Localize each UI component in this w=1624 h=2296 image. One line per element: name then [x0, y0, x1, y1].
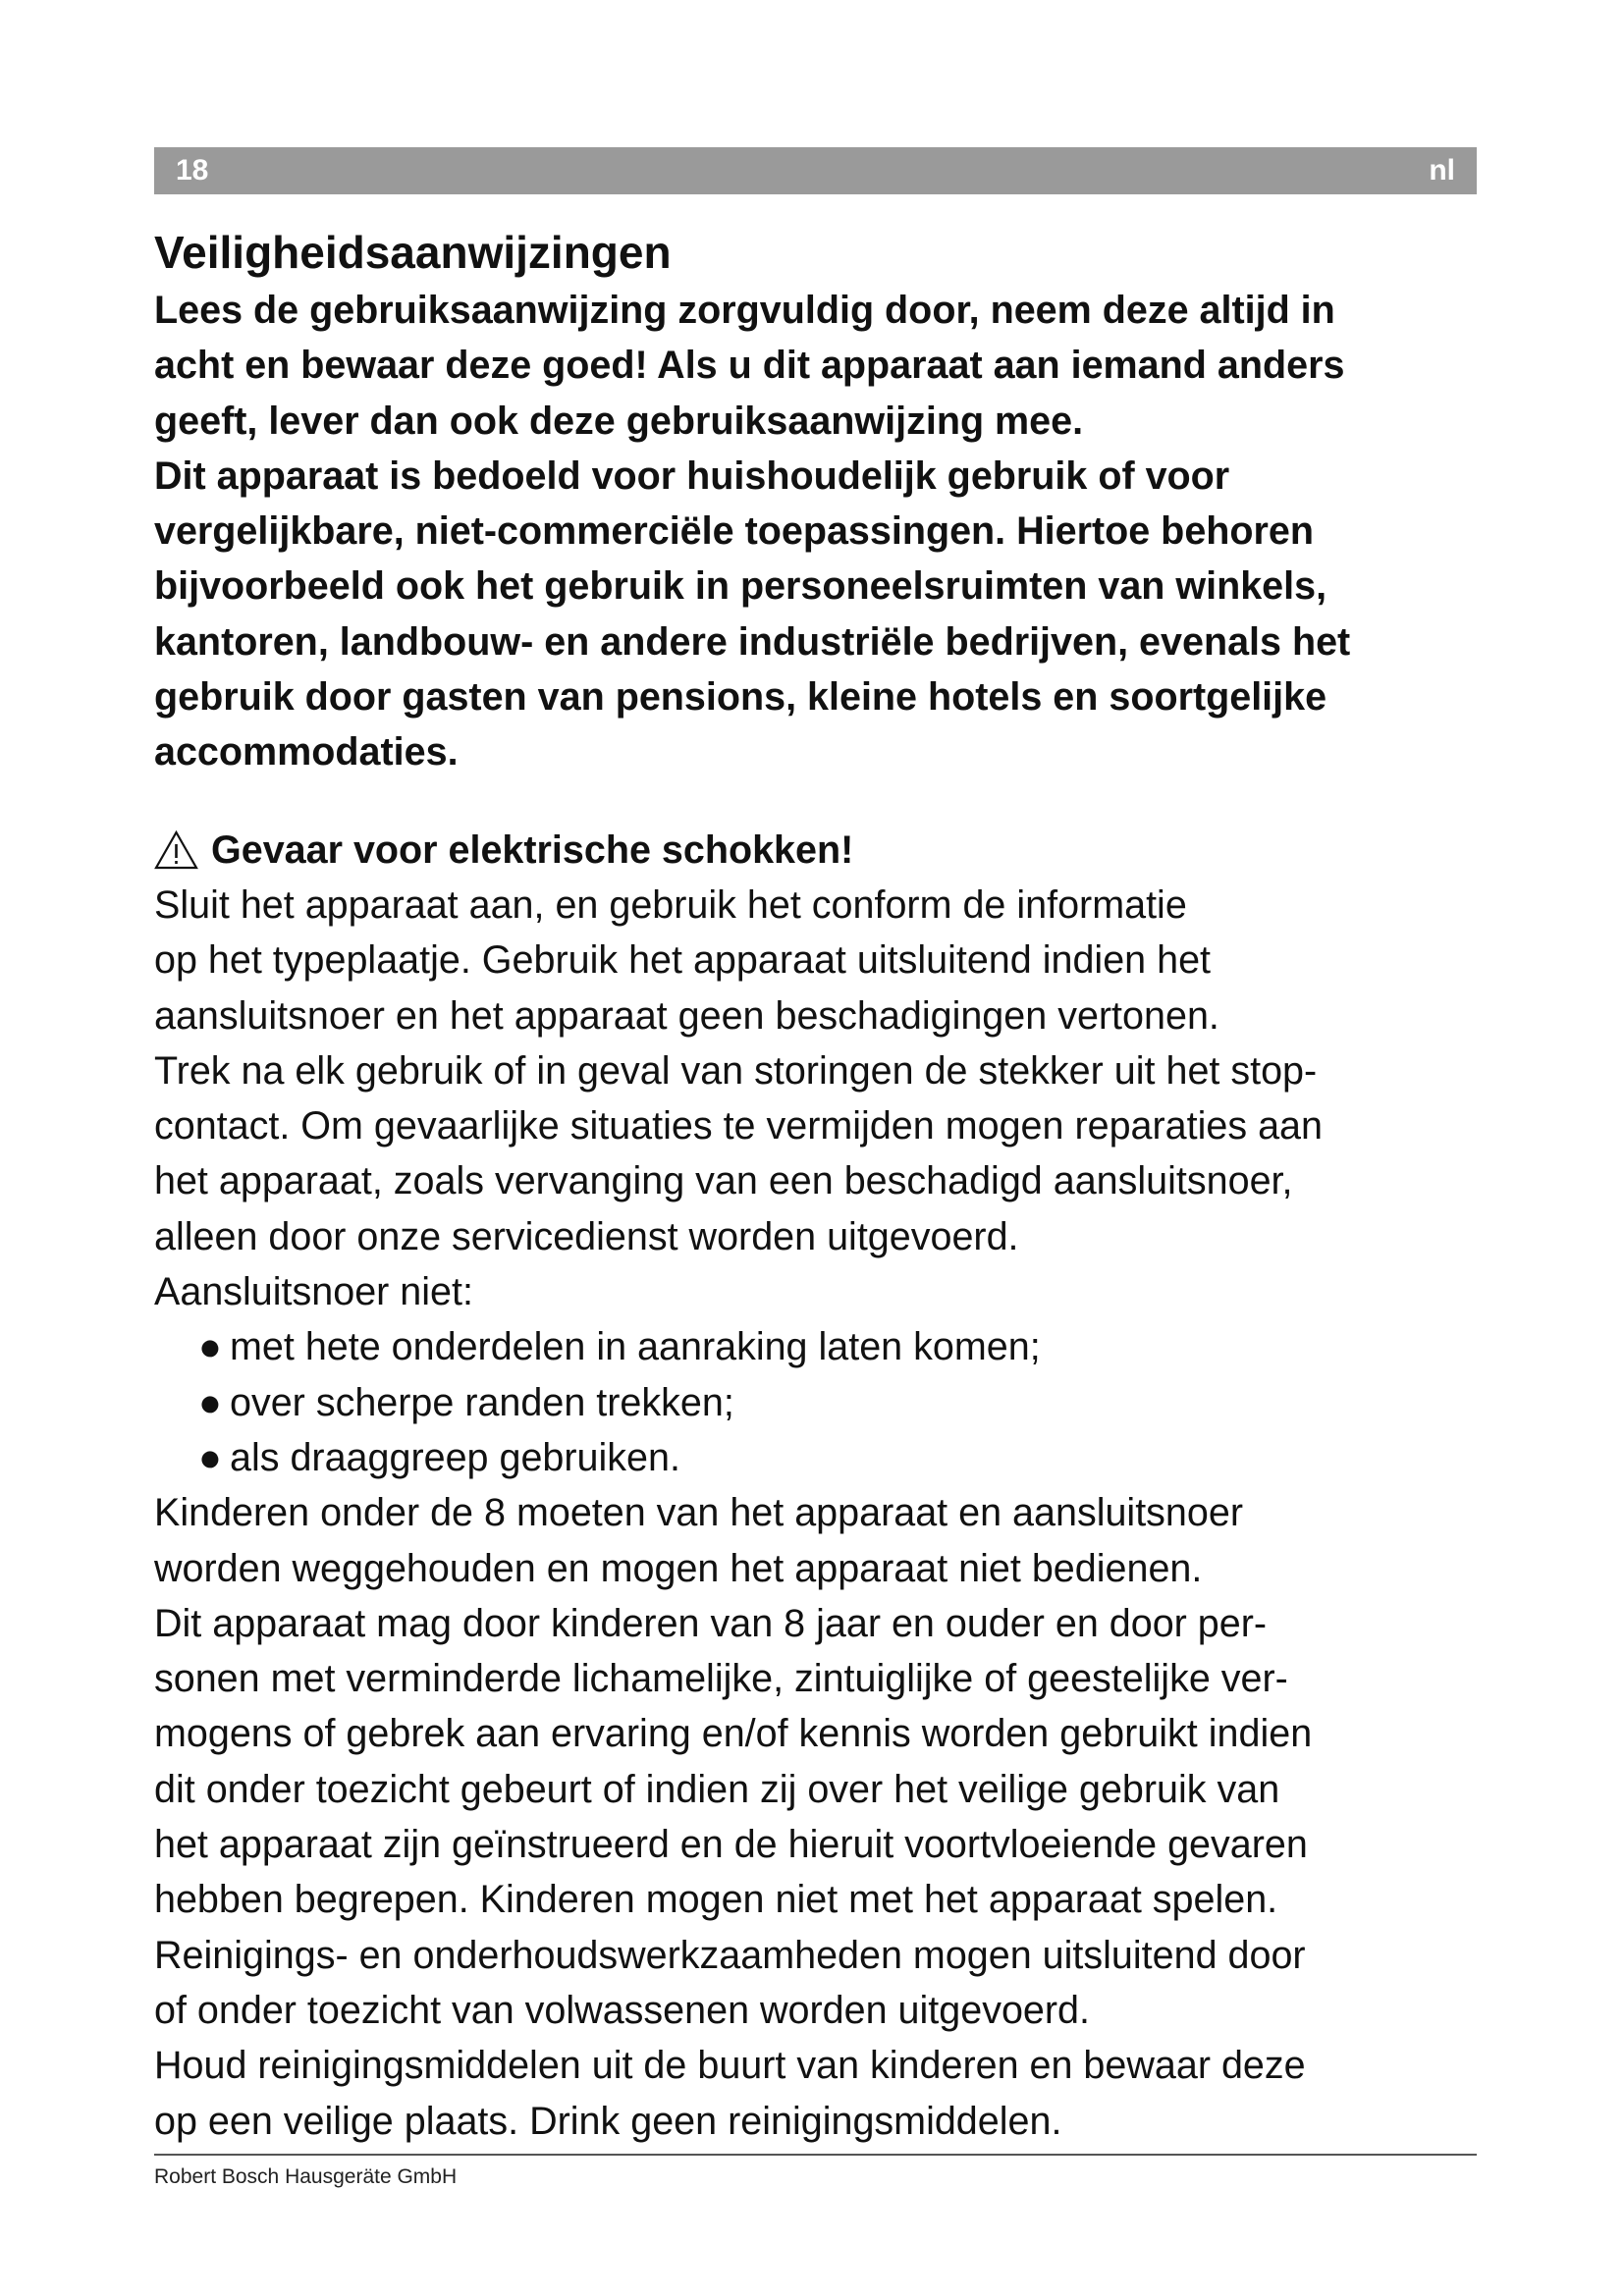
- intro-line: geeft, lever dan ook deze gebruiksaanwijzing mee.: [154, 399, 1084, 443]
- body-line: contact. Om gevaarlijke situaties te vermijden mogen reparaties aan: [154, 1104, 1323, 1148]
- body-line: op een veilige plaats. Drink geen reinigingsmiddelen.: [154, 2099, 1062, 2143]
- body-line: het apparaat zijn geïnstrueerd en de hieruit voortvloeiende gevaren: [154, 1823, 1308, 1867]
- body-line: mogens of gebrek aan ervaring en/of kennis worden gebruikt indien: [154, 1712, 1313, 1756]
- cord-bullet-list: [154, 1319, 1489, 1485]
- bullet-icon: ●: [198, 1435, 222, 1479]
- body-line: alleen door onze servicedienst worden uitgevoerd.: [154, 1214, 1019, 1258]
- body-line: Dit apparaat mag door kinderen van 8 jaar en ouder en door per-: [154, 1601, 1268, 1645]
- intro-line: gebruik door gasten van pensions, kleine hotels en soortgelijke: [154, 675, 1327, 720]
- intro-line: accommodaties.: [154, 730, 459, 774]
- intro-paragraph: [154, 283, 1489, 780]
- intro-line: acht en bewaar deze goed! Als u dit apparaat aan iemand anders: [154, 344, 1345, 388]
- footer-company: Robert Bosch Hausgeräte GmbH: [154, 2165, 458, 2188]
- intro-line: Lees de gebruiksaanwijzing zorgvuldig door, neem deze altijd in: [154, 289, 1335, 332]
- body-line: of onder toezicht van volwassenen worden uitgevoerd.: [154, 1988, 1090, 2032]
- intro-line: kantoren, landbouw- en andere industriële bedrijven, evenals het: [154, 619, 1351, 664]
- body-line: dit onder toezicht gebeurt of indien zij over het veilige gebruik van: [154, 1767, 1280, 1811]
- body-line: Trek na elk gebruik of in geval van storingen de stekker uit het stop-: [154, 1048, 1318, 1093]
- intro-line: vergelijkbare, niet-commerciële toepassingen. Hiertoe behoren: [154, 509, 1315, 554]
- intro-line: Dit apparaat is bedoeld voor huishoudelijk gebruik of voor: [154, 454, 1230, 498]
- body-line: hebben begrepen. Kinderen mogen niet met het apparaat spelen.: [154, 1878, 1278, 1922]
- body-line: Kinderen onder de 8 moeten van het apparaat en aansluitsnoer: [154, 1491, 1243, 1535]
- body-line: Reinigings- en onderhoudswerkzaamheden mogen uitsluitend door: [154, 1933, 1306, 1977]
- warning-heading-text: Gevaar voor elektrische schokken!: [211, 828, 854, 872]
- bullet-icon: ●: [198, 1380, 222, 1424]
- body-line: Sluit het apparaat aan, en gebruik het conform de informatie: [154, 882, 1187, 927]
- page-title: Veiligheidsaanwijzingen: [154, 227, 672, 278]
- page-number: 18: [176, 154, 209, 187]
- page-content: [154, 222, 1489, 2149]
- body-line: Houd reinigingsmiddelen uit de buurt van kinderen en bewaar deze: [154, 2044, 1306, 2088]
- bullet-icon: ●: [198, 1325, 222, 1369]
- list-item: [198, 1319, 1489, 1374]
- body-line: op het typeplaatje. Gebruik het apparaat uitsluitend indien het: [154, 938, 1212, 983]
- body-line: worden weggehouden en mogen het apparaat niet bedienen.: [154, 1546, 1203, 1590]
- warning-triangle-icon: [154, 830, 198, 870]
- page-header-bar: [154, 147, 1477, 194]
- list-item-text: met hete onderdelen in aanraking laten komen;: [230, 1325, 1041, 1369]
- footer-divider: [154, 2154, 1477, 2156]
- list-item: [198, 1430, 1489, 1485]
- language-code: nl: [1429, 154, 1455, 187]
- body-line: Aansluitsnoer niet:: [154, 1270, 473, 1314]
- body-line: aansluitsnoer en het apparaat geen beschadigingen vertonen.: [154, 993, 1219, 1038]
- list-item-text: over scherpe randen trekken;: [230, 1380, 734, 1424]
- list-item-text: als draaggreep gebruiken.: [230, 1435, 680, 1479]
- body-line: sonen met verminderde lichamelijke, zintuiglijke of geestelijke ver-: [154, 1657, 1288, 1701]
- body-line: het apparaat, zoals vervanging van een beschadigd aansluitsnoer,: [154, 1159, 1293, 1203]
- intro-line: bijvoorbeeld ook het gebruik in personeelsruimten van winkels,: [154, 564, 1327, 609]
- warning-heading: [154, 823, 1489, 878]
- warning-body: [154, 878, 1489, 2149]
- list-item: [198, 1375, 1489, 1430]
